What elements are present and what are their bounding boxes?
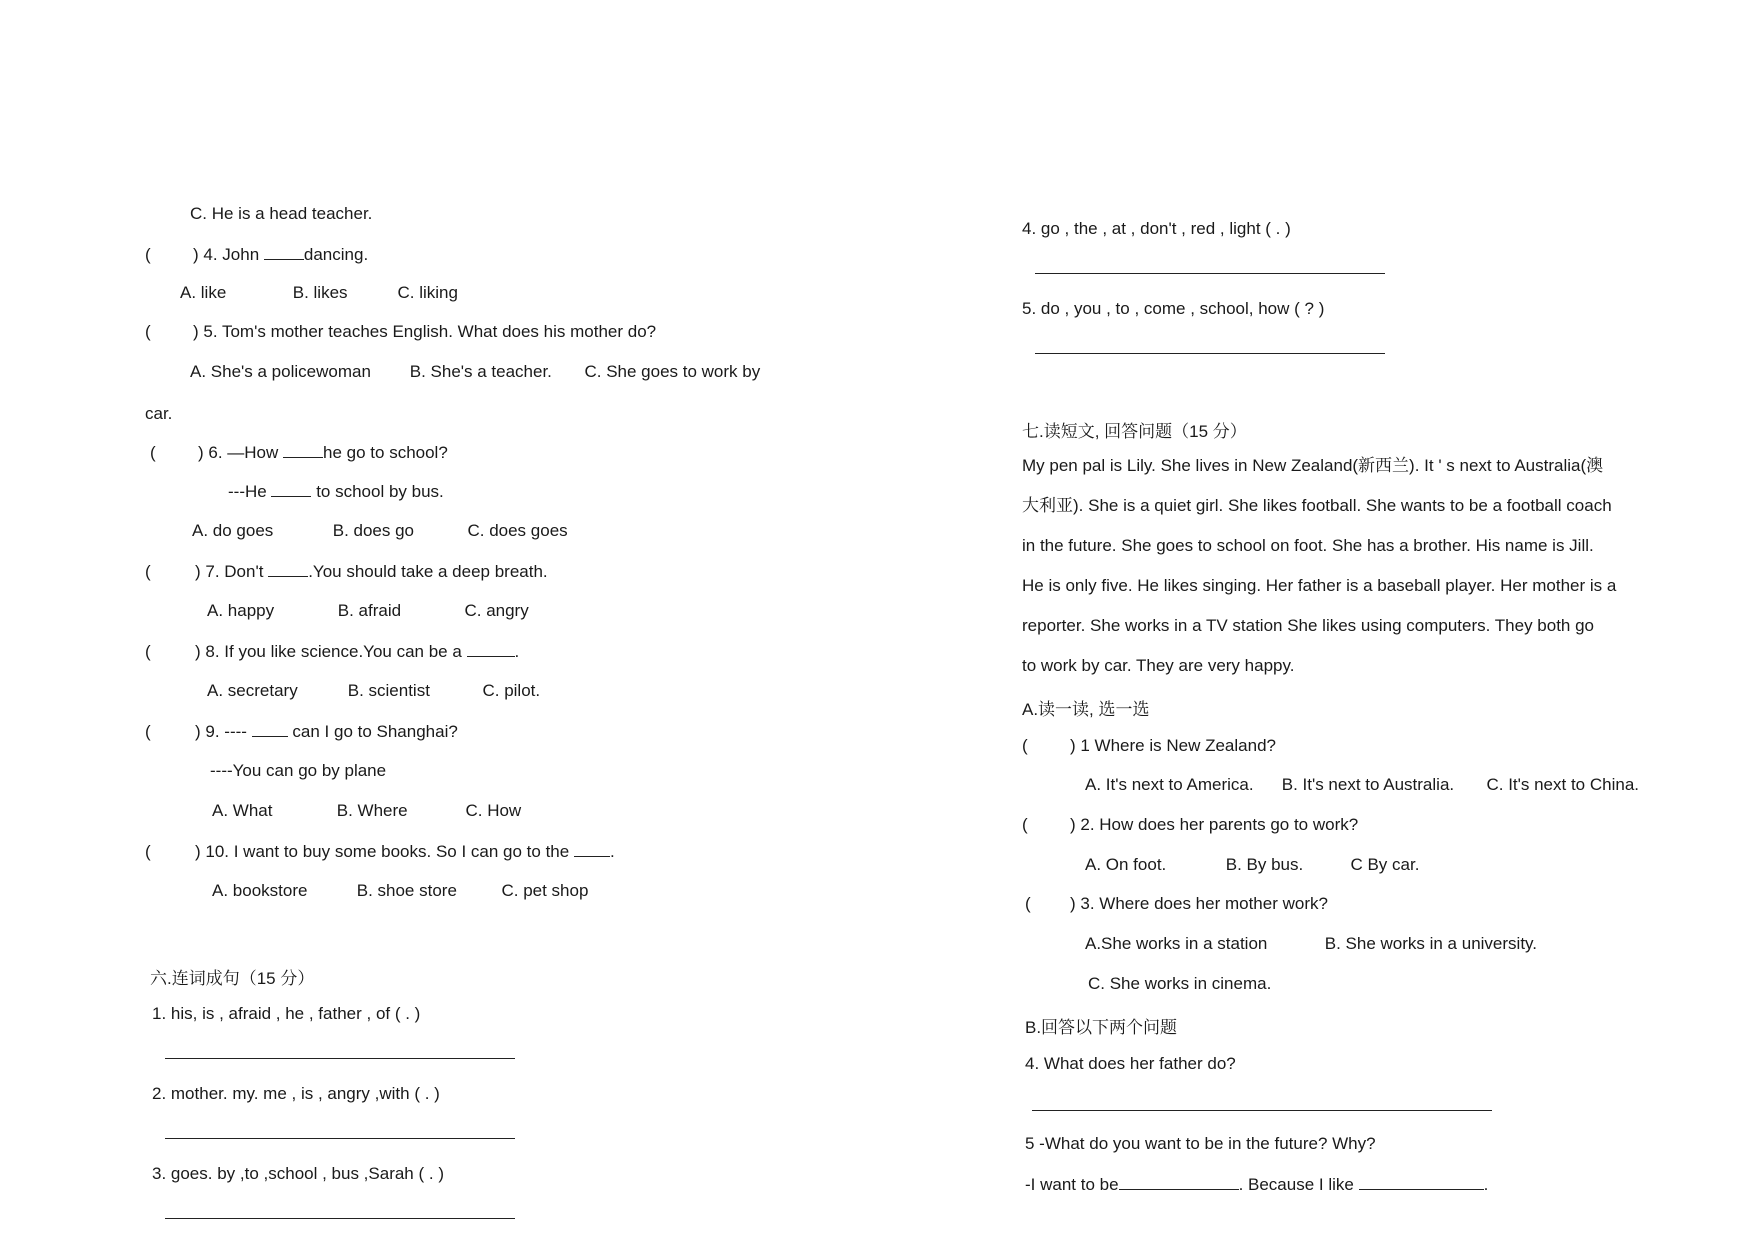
answer-line-1[interactable] — [165, 1058, 515, 1059]
reading-question-2: ( ) 2. How does her parents go to work? — [1022, 815, 1359, 834]
passage-line-2: 大利亚). She is a quiet girl. She likes football. She wants to be a football coach — [1022, 496, 1612, 515]
question-6-options: A. do goes B. does go C. does goes — [192, 521, 568, 540]
answer-line-q4[interactable] — [1032, 1110, 1492, 1111]
section-6-title: 六.连词成句（15 分） — [150, 969, 315, 988]
answer-blank[interactable] — [467, 640, 515, 657]
reading-question-3-option-c: C. She works in cinema. — [1088, 974, 1272, 993]
answer-blank[interactable] — [252, 720, 288, 737]
question-9: ( ) 9. ---- can I go to Shanghai? — [145, 722, 458, 741]
reading-question-1-options: A. It's next to America. B. It's next to Australia. C. It's next to China. — [1085, 775, 1640, 794]
question-4: ( ) 4. John dancing. — [145, 245, 369, 264]
passage-line-1: My pen pal is Lily. She lives in New Zealand(新西兰). It ' s next to Australia(澳 — [1022, 456, 1604, 475]
sentence-3: 3. goes. by ,to ,school , bus ,Sarah ( . ) — [152, 1164, 444, 1183]
question-8-options: A. secretary B. scientist C. pilot. — [207, 681, 541, 700]
question-10: ( ) 10. I want to buy some books. So I can go to the . — [145, 842, 615, 861]
reading-question-3: ( ) 3. Where does her mother work? — [1025, 894, 1328, 913]
answer-blank[interactable] — [264, 243, 304, 260]
sentence-1: 1. his, is , afraid , he , father , of ( . ) — [152, 1004, 421, 1023]
sentence-2: 2. mother. my. me , is , angry ,with ( . ) — [152, 1084, 440, 1103]
question-5: ( ) 5. Tom's mother teaches English. What does his mother do? — [145, 322, 657, 341]
passage-line-3: in the future. She goes to school on foot. She has a brother. His name is Jill. — [1022, 536, 1594, 555]
open-question-5: 5 -What do you want to be in the future? Why? — [1025, 1134, 1376, 1153]
q3-option-c: C. He is a head teacher. — [190, 204, 373, 223]
question-7: ( ) 7. Don't .You should take a deep breath. — [145, 562, 548, 581]
question-4-options: A. like B. likes C. liking — [180, 283, 458, 302]
reading-question-3-options: A.She works in a station B. She works in a university. — [1085, 934, 1538, 953]
answer-line-3[interactable] — [165, 1218, 515, 1219]
passage-line-4: He is only five. He likes singing. Her father is a baseball player. Her mother is a — [1022, 576, 1617, 595]
reading-question-2-options: A. On foot. B. By bus. C By car. — [1085, 855, 1420, 874]
answer-line-2[interactable] — [165, 1138, 515, 1139]
question-5-wrap: car. — [145, 404, 173, 423]
sentence-4: 4. go , the , at , don't , red , light ( . ) — [1022, 219, 1291, 238]
answer-line-4[interactable] — [1035, 273, 1385, 274]
question-7-options: A. happy B. afraid C. angry — [207, 601, 529, 620]
question-5-options: A. She's a policewoman B. She's a teacher. C. She goes to work by — [190, 362, 761, 381]
answer-blank-reason[interactable] — [1359, 1173, 1484, 1190]
answer-line-5[interactable] — [1035, 353, 1385, 354]
answer-blank-job[interactable] — [1119, 1173, 1239, 1190]
question-10-options: A. bookstore B. shoe store C. pet shop — [212, 881, 589, 900]
open-question-4: 4. What does her father do? — [1025, 1054, 1236, 1073]
part-a-title: A.读一读, 选一选 — [1022, 700, 1150, 719]
passage-line-5: reporter. She works in a TV station She likes using computers. They both go — [1022, 616, 1595, 635]
section-7-title: 七.读短文, 回答问题（15 分） — [1022, 422, 1247, 441]
answer-blank[interactable] — [283, 441, 323, 458]
passage-line-6: to work by car. They are very happy. — [1022, 656, 1295, 675]
part-b-title: B.回答以下两个问题 — [1025, 1018, 1178, 1037]
answer-blank[interactable] — [268, 560, 308, 577]
question-9-line2: ----You can go by plane — [210, 761, 387, 780]
question-6-line2: ---He to school by bus. — [228, 482, 444, 501]
answer-blank[interactable] — [271, 480, 311, 497]
question-9-options: A. What B. Where C. How — [212, 801, 522, 820]
open-question-5-answer: -I want to be . Because I like . — [1025, 1175, 1489, 1194]
sentence-5: 5. do , you , to , come , school, how ( ? ) — [1022, 299, 1325, 318]
question-8: ( ) 8. If you like science.You can be a . — [145, 642, 520, 661]
answer-blank[interactable] — [574, 840, 610, 857]
reading-question-1: ( ) 1 Where is New Zealand? — [1022, 736, 1276, 755]
question-6: ( ) 6. —How he go to school? — [150, 443, 448, 462]
